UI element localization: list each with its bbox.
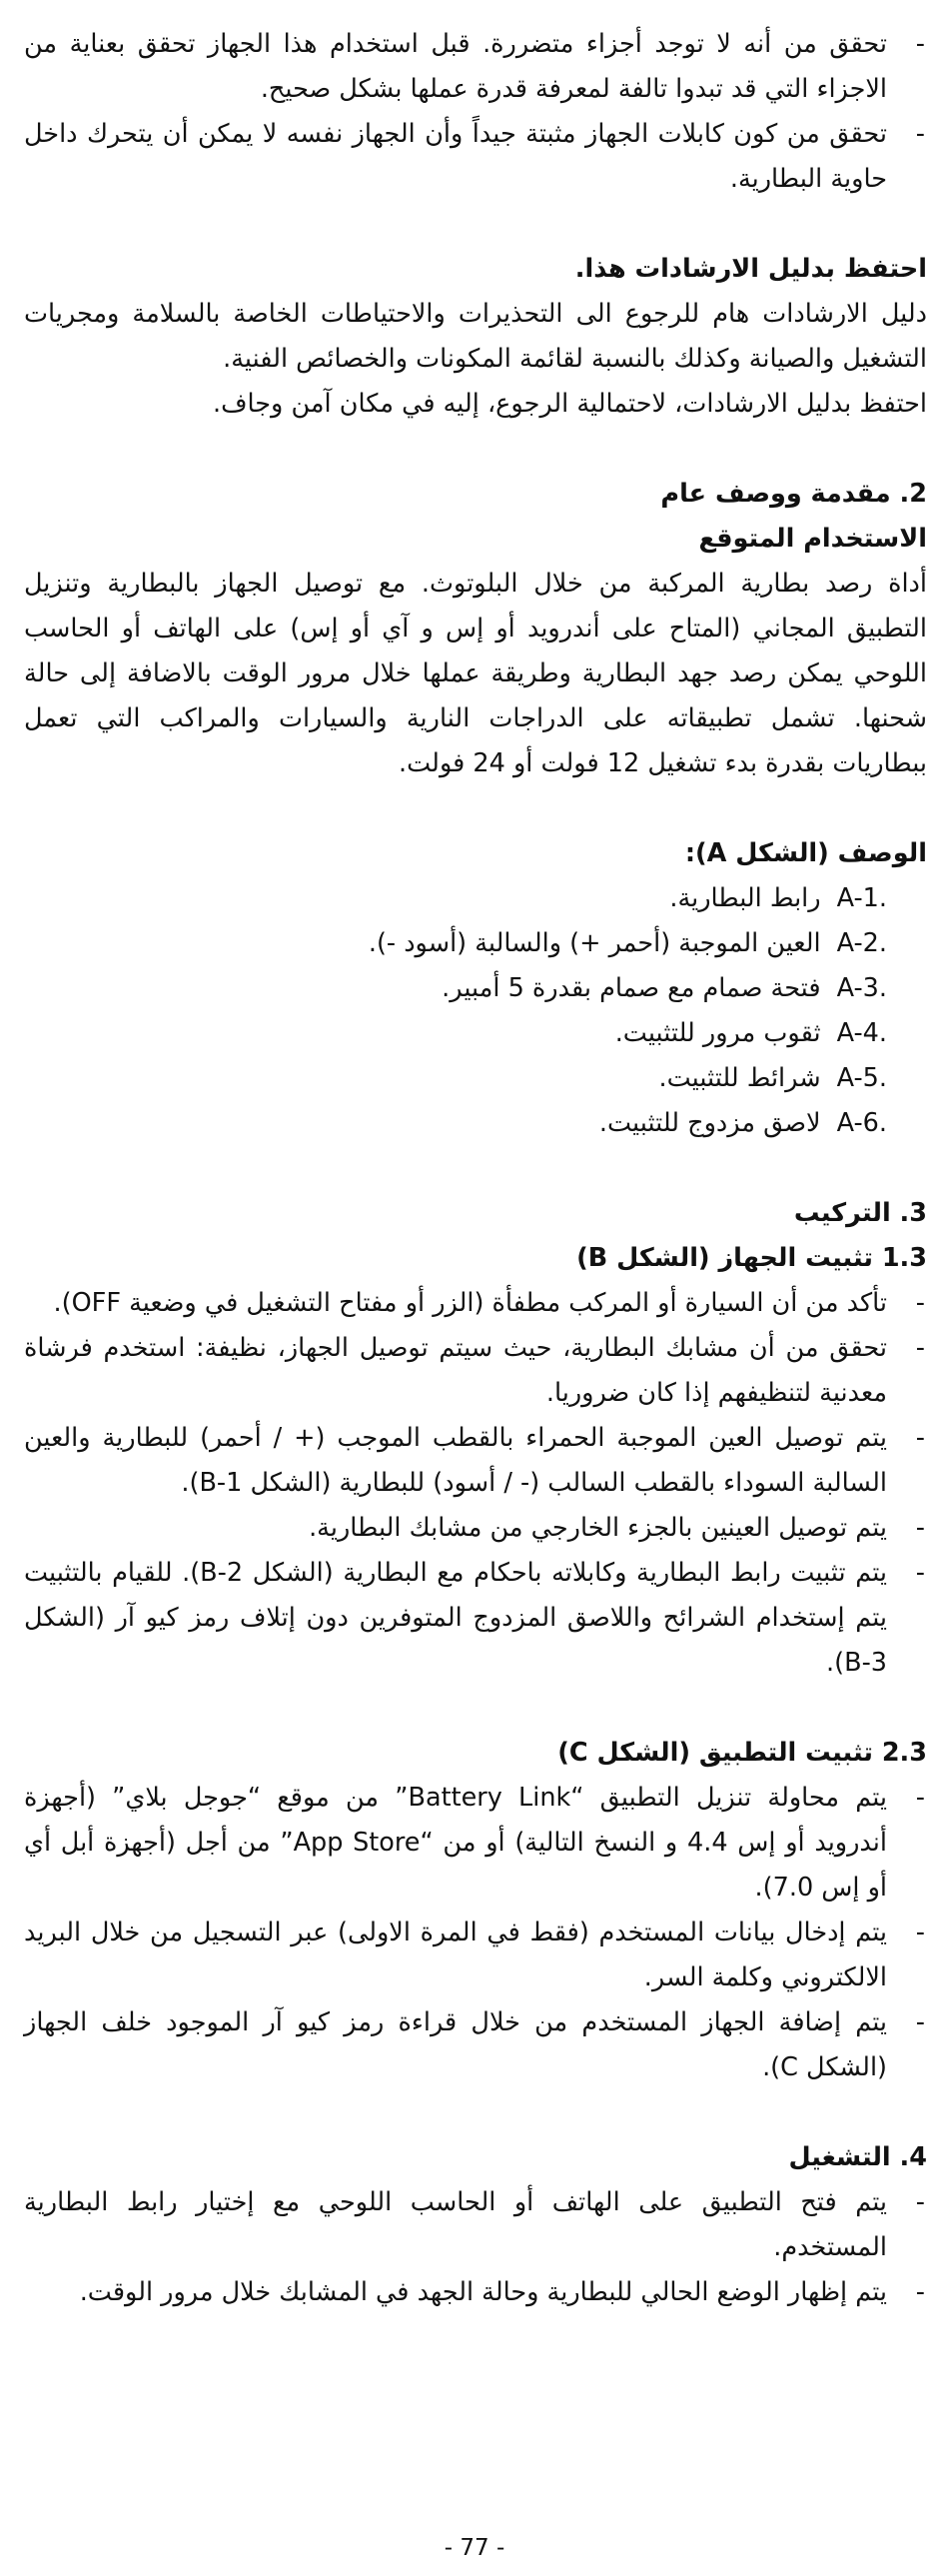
app-install-steps bbox=[24, 1776, 927, 2090]
list-item: - يتم إظهار الوضع الحالي للبطارية وحالة الجهد في المشابك خلال مرور الوقت. bbox=[24, 2270, 927, 2315]
item-number: A-2. bbox=[836, 928, 887, 958]
list-item: - يتم محاولة تنزيل التطبيق “Battery Link” من موقع “جوجل بلاي” (أجهزة أندرويد أو إس 4.4 و النسخ التالية) أو من “App Store” من أجل (أجهزة أبل أي أو إس 7.0). bbox=[24, 1776, 927, 1911]
device-install-heading: 1.3 تثبيت الجهاز (الشكل B) bbox=[576, 1243, 927, 1273]
list-item: - يتم فتح التطبيق على الهاتف أو الحاسب اللوحي مع إختيار رابط البطارية المستخدم. bbox=[24, 2180, 927, 2270]
item-text: لاصق مزدوج للتثبيت. bbox=[598, 1108, 821, 1138]
keep-manual-paragraph: دليل الارشادات هام للرجوع الى التحذيرات والاحتياطات الخاصة بالسلامة ومجريات التشغيل والصيانة وكذلك بالنسبة لقائمة المكونات والخصائص الفنية. bbox=[24, 299, 927, 374]
keep-manual-note: احتفظ بدليل الارشادات، لاحتمالية الرجوع، إليه في مكان آمن وجاف. bbox=[212, 389, 927, 419]
section-4-heading: 4. التشغيل bbox=[788, 2142, 927, 2172]
list-item: - يتم إضافة الجهاز المستخدم من خلال قراءة رمز كيو آر الموجود خلف الجهاز (الشكل C). bbox=[24, 2000, 927, 2090]
item-number: A-5. bbox=[836, 1063, 887, 1093]
item-text: فتحة صمام مع صمام بقدرة 5 أمبير. bbox=[442, 973, 821, 1003]
list-item bbox=[24, 1011, 927, 1056]
list-item bbox=[24, 966, 927, 1011]
list-item: - تحقق من أنه لا توجد أجزاء متضررة. قبل استخدام هذا الجهاز تحقق بعناية من الاجزاء التي قد تبدوا تالفة لمعرفة قدرة عملها بشكل صحيح. bbox=[24, 22, 927, 112]
item-text: العين الموجبة (أحمر +) والسالبة (أسود -). bbox=[368, 928, 821, 958]
app-install-heading: 2.3 تثبيت التطبيق (الشكل C) bbox=[557, 1738, 927, 1768]
section-2-heading: 2. مقدمة ووصف عام bbox=[660, 479, 927, 509]
list-item bbox=[24, 921, 927, 966]
item-text: رابط البطارية. bbox=[669, 883, 821, 913]
item-text: ثقوب مرور للتثبيت. bbox=[614, 1018, 821, 1048]
list-item: - يتم إدخال بيانات المستخدم (فقط في المرة الاولى) عبر التسجيل من خلال البريد الالكتروني وكلمة السر. bbox=[24, 1911, 927, 2000]
safety-checklist bbox=[24, 22, 927, 202]
intended-use-paragraph: أداة رصد بطارية المركبة من خلال البلوتوث. مع توصيل الجهاز بالبطارية وتنزيل التطبيق المجاني (المتاح على أندرويد أو إس و آي أو إس) على الهاتف أو الحاسب اللوحي يمكن رصد جهد البطارية وطريقة عملها خلال مرور الوقت بالاضافة إلى حالة شحنها. تشمل تطبيقاته على الدراجات النارية والسيارات والمراكب التي تعمل ببطاريات بقدرة بدء تشغيل 12 فولت أو 24 فولت. bbox=[24, 569, 927, 778]
list-item bbox=[24, 876, 927, 921]
item-text: شرائط للتثبيت. bbox=[658, 1063, 821, 1093]
list-item: - تحقق من أن مشابك البطارية، حيث سيتم توصيل الجهاز، نظيفة: استخدم فرشاة معدنية لتنظيفهم إذا كان ضروريا. bbox=[24, 1326, 927, 1416]
page-number: - 77 - bbox=[444, 2535, 505, 2561]
description-heading: الوصف (الشكل A): bbox=[684, 838, 927, 868]
keep-manual-heading: احتفظ بدليل الارشادات هذا. bbox=[574, 254, 927, 284]
list-item: - تأكد من أن السيارة أو المركب مطفأة (الزر أو مفتاح التشغيل في وضعية OFF). bbox=[24, 1281, 927, 1326]
list-item: - يتم توصيل العينين بالجزء الخارجي من مشابك البطارية. bbox=[24, 1506, 927, 1551]
component-list bbox=[24, 876, 927, 1146]
list-item: - تحقق من كون كابلات الجهاز مثبتة جيداً وأن الجهاز نفسه لا يمكن أن يتحرك داخل حاوية البطارية. bbox=[24, 112, 927, 202]
section-3-heading: 3. التركيب bbox=[793, 1198, 927, 1228]
list-item: - يتم توصيل العين الموجبة الحمراء بالقطب الموجب (+ / أحمر) للبطارية والعين السالبة السوداء بالقطب السالب (- / أسود) للبطارية (الشكل B-1). bbox=[24, 1416, 927, 1506]
item-number: A-1. bbox=[836, 883, 887, 913]
list-item: - يتم تثبيت رابط البطارية وكابلاته باحكام مع البطارية (الشكل B-2). للقيام بالتثبيت يتم إستخدام الشرائح واللاصق المزدوج المتوفرين دون إتلاف رمز كيو آر (الشكل B-3). bbox=[24, 1551, 927, 1686]
item-number: A-3. bbox=[836, 973, 887, 1003]
list-item bbox=[24, 1101, 927, 1146]
intended-use-heading: الاستخدام المتوقع bbox=[698, 524, 927, 554]
item-number: A-6. bbox=[836, 1108, 887, 1138]
device-install-steps bbox=[24, 1281, 927, 1686]
operation-steps bbox=[24, 2180, 927, 2315]
list-item bbox=[24, 1056, 927, 1101]
item-number: A-4. bbox=[836, 1018, 887, 1048]
